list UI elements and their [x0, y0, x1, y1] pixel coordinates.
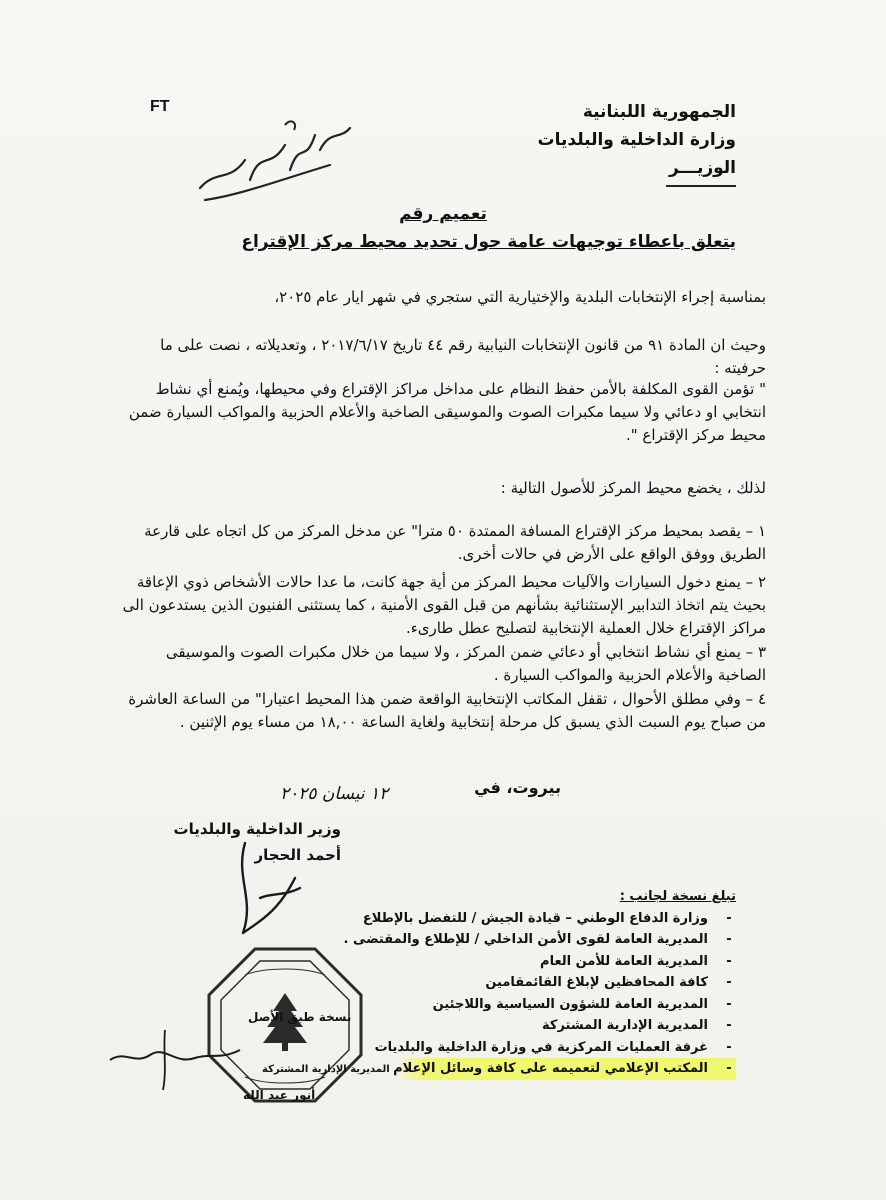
paragraph-quote: " تؤمن القوى المكلفة بالأمن حفظ النظام على مداخل مراكز الإقتراع وفي محيطها، ويُمنع أي نشاط انتخابي او دعائي ولا سيما مكبرات الصوت والموسيقى الصاخبة والأعلام الحزبية والمواكب السيارة ضمن محيط مركز الإقتراع ". — [128, 380, 766, 444]
distribution-item: - المديرية العامة لقوى الأمن الداخلي / للإطلاع والمقتضى . — [343, 932, 732, 947]
paragraph-therefore: لذلك ، يخضع محيط المركز للأصول التالية : — [500, 479, 766, 497]
distribution-list — [343, 886, 736, 1080]
minister-label: الوزيـــر — [668, 158, 736, 178]
copy-note: نسخة طبق الأصل — [248, 1010, 352, 1024]
distribution-item-highlighted: - المكتب الإعلامي لتعميمه على كافة وسائل الإعلام — [396, 1058, 736, 1080]
stamp-center-text: المديرية الإدارية المشتركة — [262, 1064, 390, 1075]
paragraph-article: وحيث ان المادة ٩١ من قانون الإنتخابات النيابية رقم ٤٤ تاريخ ٢٠١٧/٦/١٧ ، وتعديلاته ، نصت على ما حرفيته : — [160, 336, 766, 377]
distribution-item: - وزارة الدفاع الوطني – قيادة الجيش / للتفضل بالإطلاع — [362, 910, 732, 926]
memo-subject: يتعلق باعطاء توجيهات عامة حول تحديد محيط مركز الإقتراع — [241, 232, 736, 252]
memo-number-title: تعميم رقم — [399, 204, 487, 224]
distribution-item: - المديرية العامة للشؤون السياسية واللاجئين — [432, 996, 732, 1012]
ministry-name: وزارة الداخلية والبلديات — [537, 130, 736, 150]
distribution-heading: تبلغ نسخة لجانب : — [619, 889, 736, 904]
paragraph-intro: بمناسبة إجراء الإنتخابات البلدية والإختيارية التي ستجري في شهر ايار عام ٢٠٢٥، — [274, 288, 766, 306]
distribution-item: - غرفة العمليات المركزية في وزارة الداخلية والبلديات — [374, 1039, 732, 1055]
minister-name: أحمد الحجار — [254, 846, 341, 864]
distribution-item: - المديرية الإدارية المشتركة — [542, 1018, 732, 1033]
certifier-name: أنور عبد الله — [243, 1088, 316, 1102]
rule-item-3: ٣ – يمنع أي نشاط انتخابي أو دعائي ضمن المركز ، ولا سيما من خلال مكبرات الصوت والموسيقى الصاخبة والأعلام الحزبية والمواكب السيارة . — [165, 643, 766, 684]
handwritten-date: ١٢ نيسان ٢٠٢٥ — [280, 784, 389, 804]
minister-title: وزير الداخلية والبلديات — [173, 820, 341, 838]
place-label: بيروت، في — [474, 778, 561, 797]
letterhead — [496, 98, 736, 187]
distribution-item: - كافة المحافظين لإبلاغ القائمقامين — [485, 975, 732, 990]
rule-item-1: ١ – يقصد بمحيط مركز الإقتراع المسافة الممتدة ٥٠ مترا" عن مدخل المركز من كل اتجاه على قارعة الطريق ووفق الواقع على الأرض في حالات أخرى. — [144, 522, 766, 563]
ft-mark: FT — [150, 98, 170, 115]
header-underline — [666, 185, 736, 187]
rule-item-2: ٢ – يمنع دخول السيارات والآليات محيط المركز من أية جهة كانت، ما عدا حالات الأشخاص ذوي الإعاقة بحيث يتم اتخاذ التدابير الإستثنائية بشأنهم من قبل القوى الأمنية ، كما يستثنى الفنيون الذين يستدعون الى مراكز الإقتراع خلال العملية الإنتخابية لتصليح عطل طارىء. — [122, 573, 766, 637]
rule-item-4: ٤ – وفي مطلق الأحوال ، تقفل المكاتب الإنتخابية الواقعة ضمن هذا المحيط اعتبارا" من الساعة العاشرة من صباح يوم السبت الذي يسبق كل مرحلة إنتخابية ولغاية الساعة ١٨,٠٠ من مساء يوم الإثنين . — [128, 690, 766, 731]
handwritten-annotation — [190, 110, 360, 210]
copy-certification-signature — [105, 1020, 245, 1100]
republic-name: الجمهورية اللبنانية — [582, 102, 736, 122]
minister-signature — [225, 838, 315, 958]
distribution-item: - المديرية العامة للأمن العام — [540, 953, 732, 969]
